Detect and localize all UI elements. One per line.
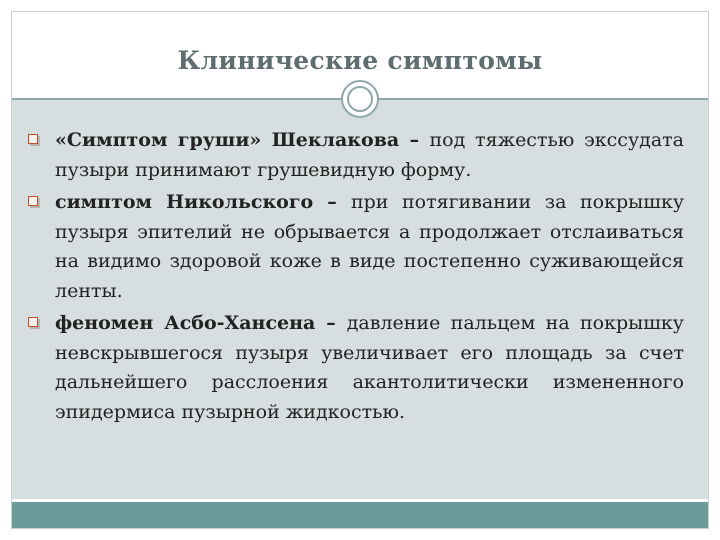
bullet-text: при потягивании за покрышку пузыря эпителий не обрывается а продолжает отслаиваться на видимо здоровой коже в виде постепенно суживающейся ленты. bbox=[55, 191, 684, 302]
bullet-item bbox=[28, 188, 684, 306]
bullet-text: под тяжестью экссудата пузыри принимают грушевидную форму. bbox=[55, 129, 684, 181]
bullet-item bbox=[28, 309, 684, 427]
bullet-dash: – bbox=[313, 191, 351, 213]
bullet-text: давление пальцем на покрышку невскрывшегося пузыря увеличивает его площадь за счет дальнейшего расслоения акантолитически измененного эпидермиса пузырной жидкостью. bbox=[55, 312, 684, 423]
bullet-list bbox=[28, 126, 684, 430]
bullet-item bbox=[28, 126, 684, 185]
bullet-term: симптом Никольского bbox=[55, 191, 314, 213]
square-bullet-icon bbox=[28, 196, 38, 206]
bullet-term: «Симптом груши» Шеклакова bbox=[55, 129, 400, 151]
square-bullet-icon bbox=[28, 134, 38, 144]
bullet-dash: – bbox=[315, 312, 347, 334]
circle-ornament-inner bbox=[347, 86, 373, 112]
square-bullet-icon bbox=[28, 317, 38, 327]
footer-bar bbox=[12, 502, 708, 528]
slide-title: Клинические симптомы bbox=[177, 46, 543, 75]
circle-ornament-icon bbox=[341, 80, 379, 118]
bullet-dash: – bbox=[399, 129, 430, 151]
bullet-term: феномен Асбо-Хансена bbox=[55, 312, 316, 334]
